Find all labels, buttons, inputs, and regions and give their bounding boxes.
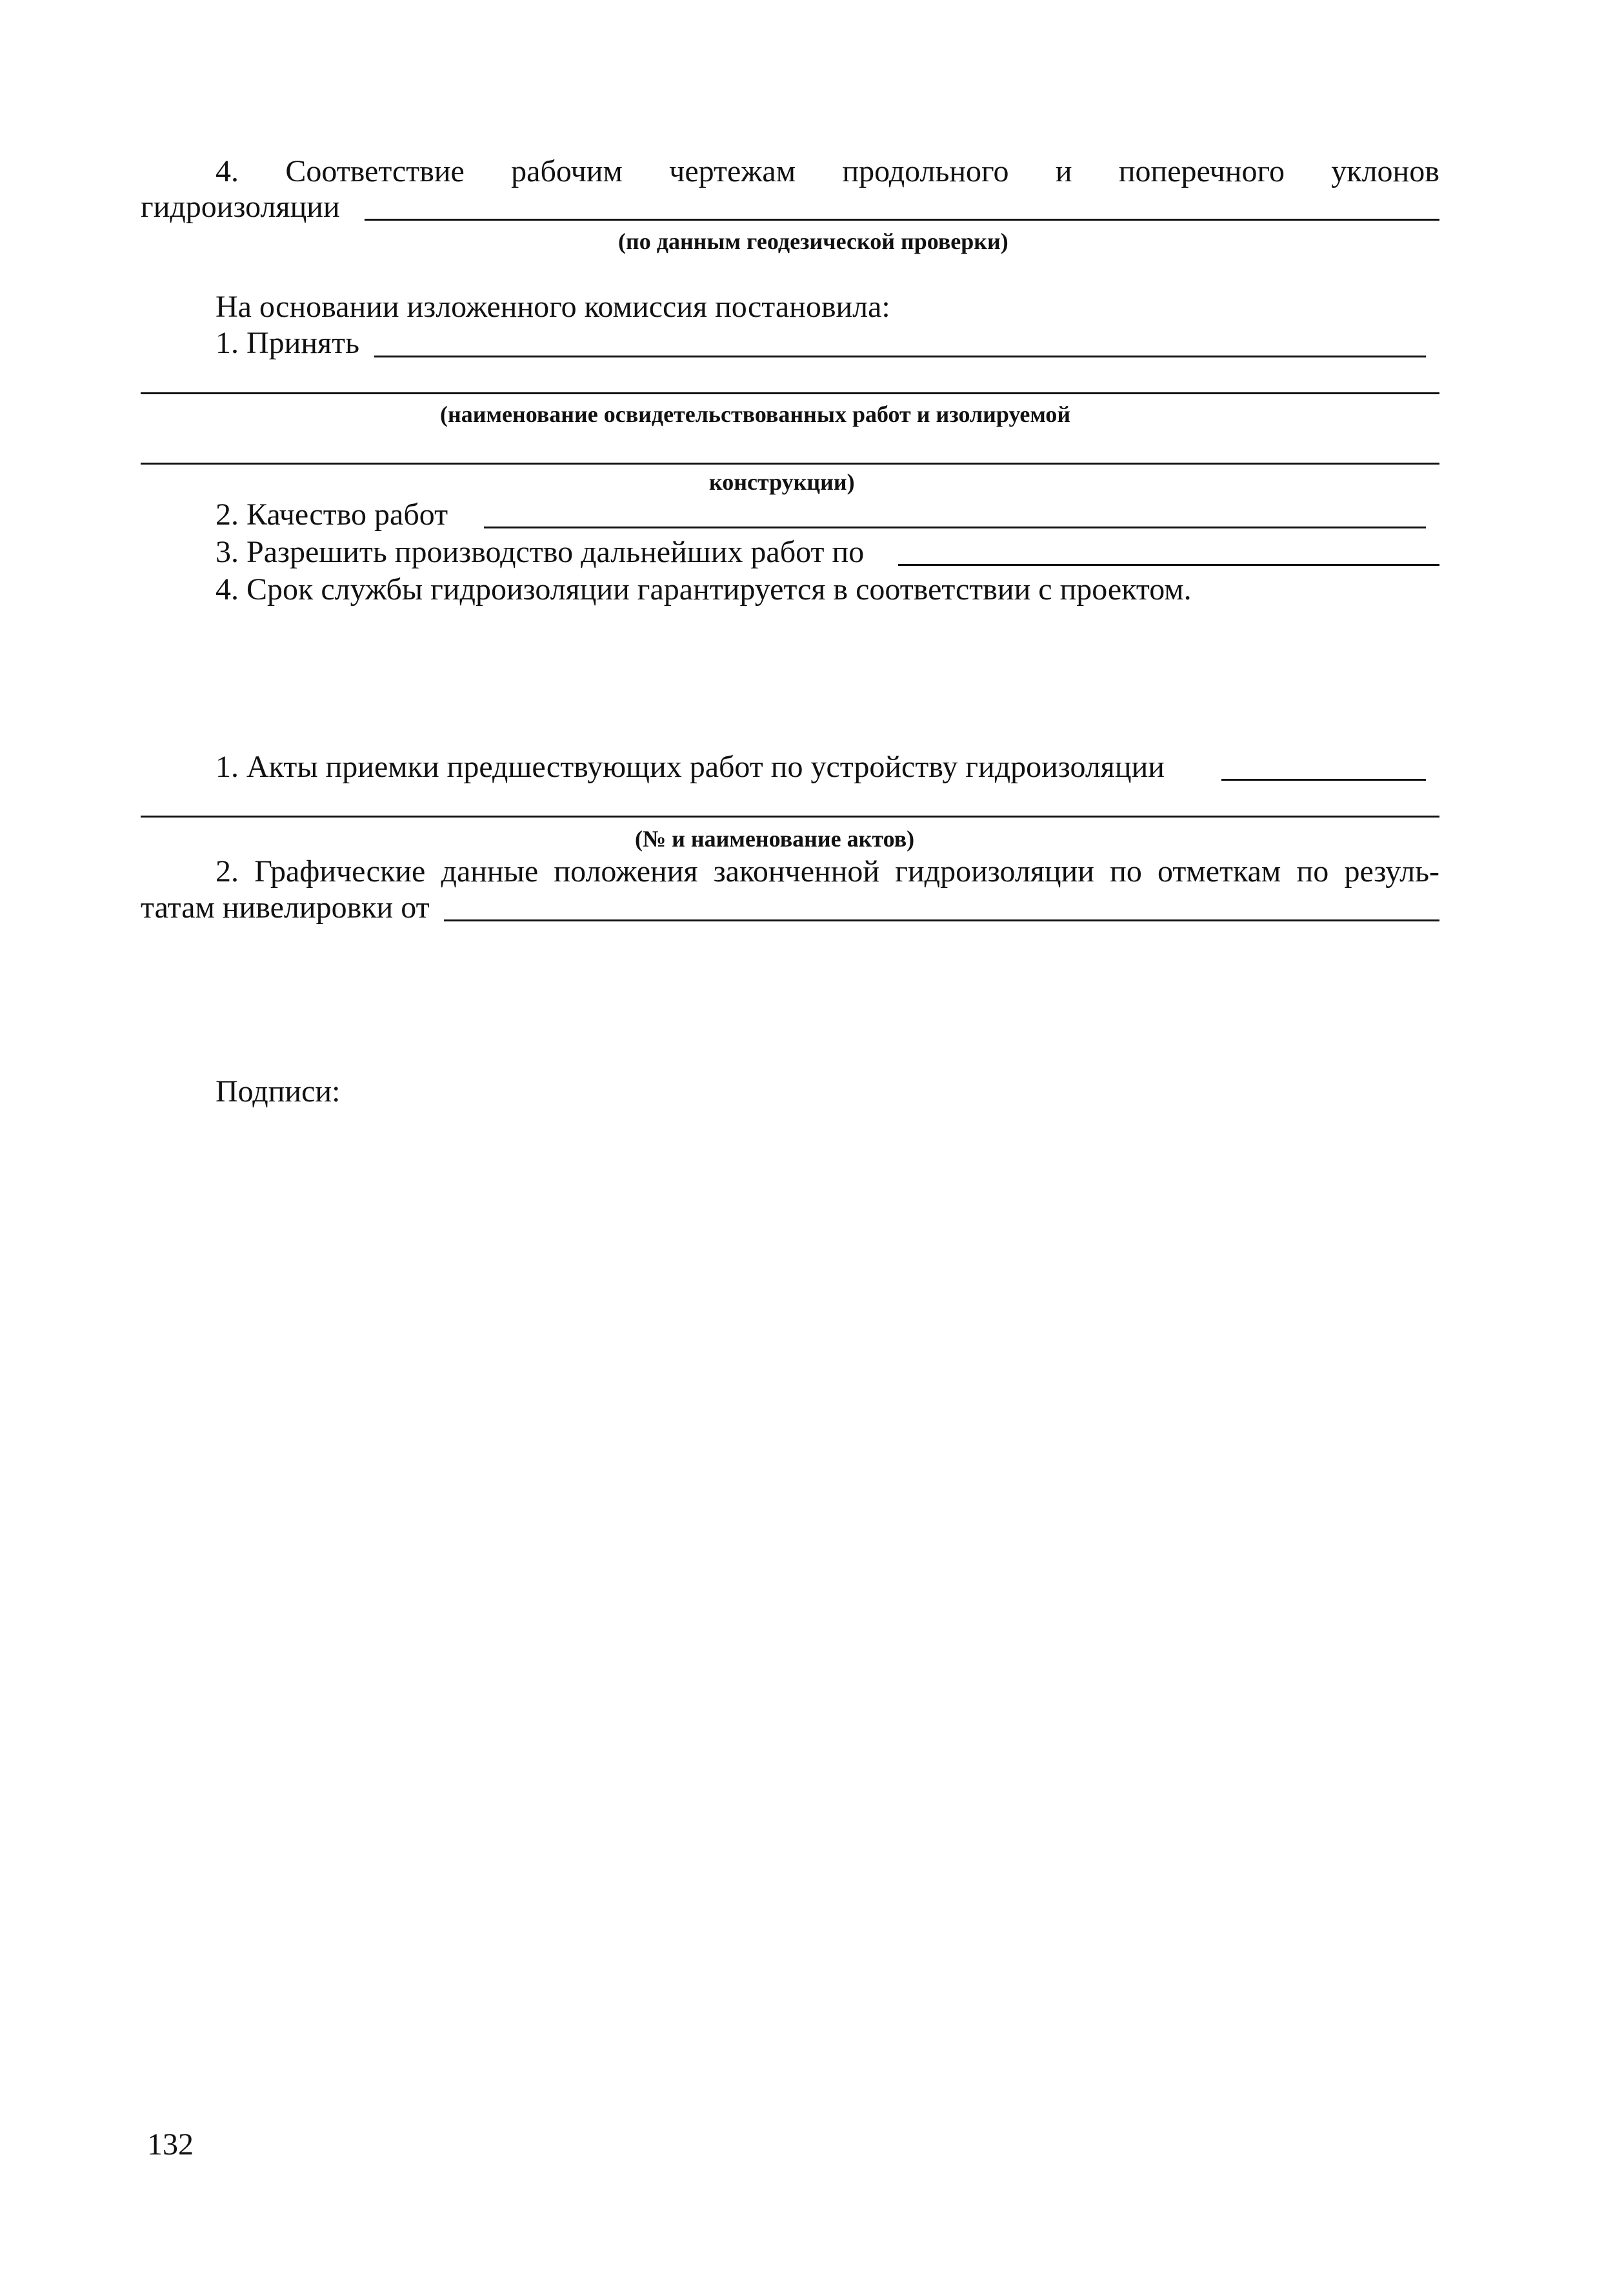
graphics-word: положения (554, 854, 698, 889)
acts-fill-line-2[interactable] (141, 816, 1439, 818)
graphics-word: резуль- (1344, 854, 1439, 889)
acts-label: 1. Акты приемки предшествующих работ по устройству гидроизоляции (216, 750, 1165, 784)
graphics-word: законченной (713, 854, 880, 889)
graphics-fill-line[interactable] (444, 919, 1439, 921)
permit-fill-line[interactable] (898, 564, 1439, 566)
item4-word: Соответствие (285, 154, 465, 188)
geodetic-caption: (по данным геодезической проверки) (618, 228, 1008, 254)
accept-label: 1. Принять (216, 326, 359, 360)
graphics-word: данные (441, 854, 539, 889)
decision-intro: На основании изложенного комиссия постановила: (216, 290, 890, 324)
item4-word: уклонов (1331, 154, 1439, 188)
accept-caption-2: конструкции) (709, 469, 855, 495)
item4-word: и (1055, 154, 1072, 188)
graphics-word: по (1296, 854, 1329, 889)
item4-first-line (216, 156, 1439, 187)
graphics-word: Графические (254, 854, 426, 889)
item4-word: поперечного (1118, 154, 1285, 188)
accept-fill-line-3[interactable] (141, 463, 1439, 465)
item4-continuation: гидроизоляции (141, 190, 340, 224)
page-number: 132 (147, 2127, 194, 2162)
accept-fill-line[interactable] (374, 356, 1426, 357)
accept-fill-line-2[interactable] (141, 392, 1439, 394)
graphics-first-line (216, 856, 1439, 887)
item4-word: рабочим (511, 154, 623, 188)
item4-word: чертежам (669, 154, 796, 188)
item4-word: 4. (216, 154, 239, 188)
graphics-word: 2. (216, 854, 239, 889)
signatures-label: Подписи: (216, 1074, 341, 1109)
accept-caption-1: (наименование освидетельствованных работ и изолируемой (440, 401, 1071, 427)
warranty-text: 4. Срок службы гидроизоляции гарантируется в соответствии с проектом. (216, 572, 1192, 607)
quality-fill-line[interactable] (484, 527, 1426, 528)
acts-fill-line[interactable] (1221, 779, 1426, 781)
graphics-word: гидроизоляции (895, 854, 1094, 889)
permit-label: 3. Разрешить производство дальнейших работ по (216, 535, 865, 569)
item4-word: продольного (842, 154, 1009, 188)
acts-caption: (№ и наименование актов) (635, 826, 915, 852)
quality-label: 2. Качество работ (216, 497, 448, 532)
graphics-word: отметкам (1158, 854, 1281, 889)
graphics-word: по (1110, 854, 1142, 889)
graphics-continuation: татам нивелировки от (141, 890, 430, 925)
slopes-fill-line[interactable] (365, 219, 1439, 221)
